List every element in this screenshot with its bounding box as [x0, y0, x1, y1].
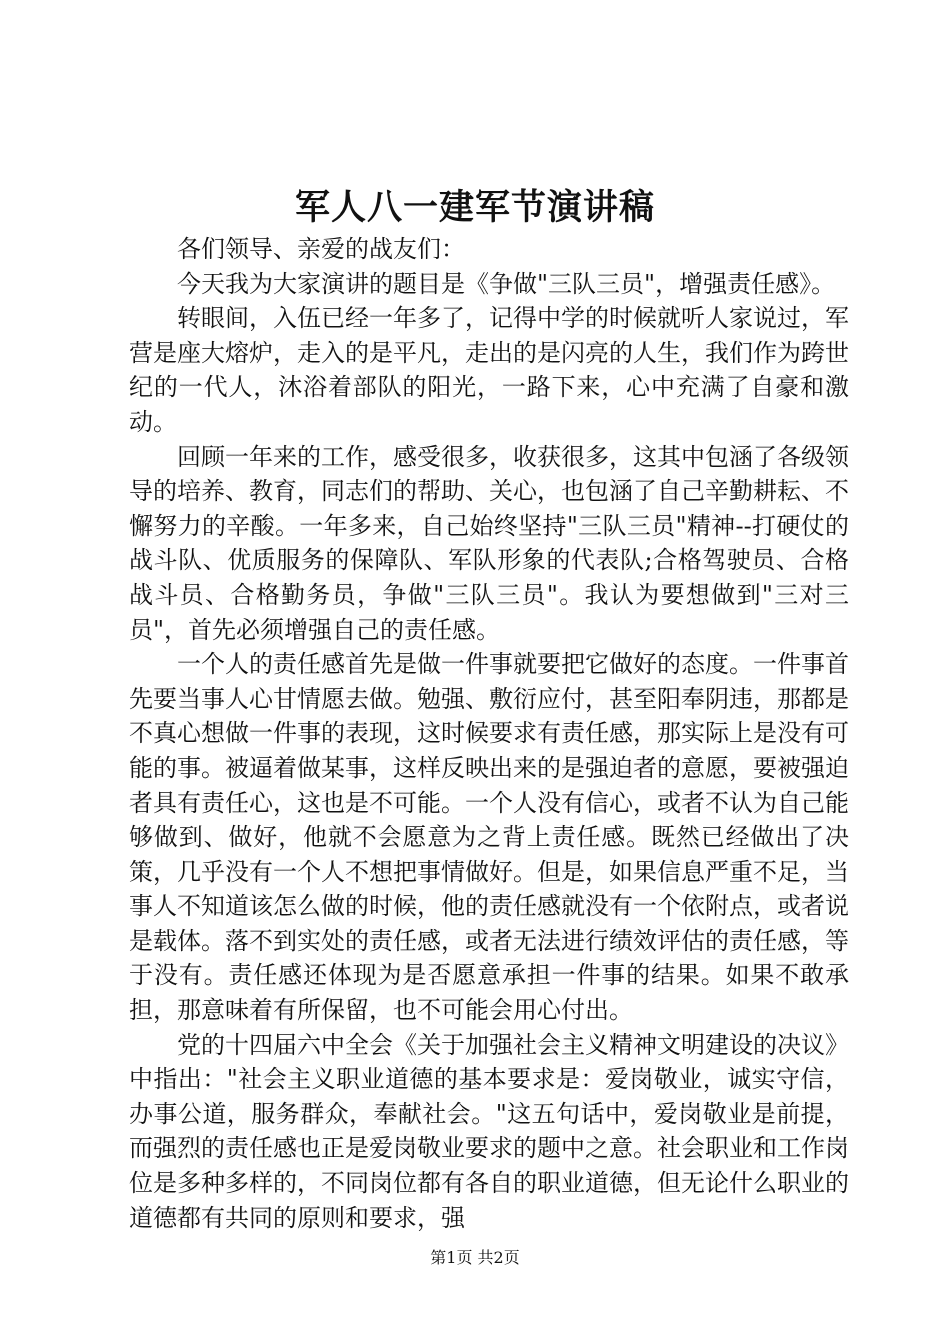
paragraph-topic: 今天我为大家演讲的题目是《争做"三队三员"，增强责任感》。	[177, 269, 836, 298]
paragraph-enlistment: 转眼间，入伍已经一年多了，记得中学的时候就听人家说过，军营是座大熔炉，走入的是平凡，走出的是闪亮的人生，我们作为跨世纪的一代人，沐浴着部队的阳光，一路下来，心中充满了自豪和激动。	[129, 304, 849, 436]
paragraph-party-resolution: 党的十四届六中全会《关于加强社会主义精神文明建设的决议》中指出："社会主义职业道德的基本要求是：爱岗敬业，诚实守信，办事公道，服务群众，奉献社会。"这五句话中，爱岗敬业是前提，而强烈的责任感也正是爱岗敬业要求的题中之意。社会职业和工作岗位是多种多样的，不同岗位都有各自的职业道德，但无论什么职业的道德都有共同的原则和要求，强	[129, 1030, 849, 1232]
paragraph-review: 回顾一年来的工作，感受很多，收获很多，这其中包涵了各级领导的培养、教育，同志们的帮助、关心，也包涵了自己辛勤耕耘、不懈努力的辛酸。一年多来，自己始终坚持"三队三员"精神--打硬仗的战斗队、优质服务的保障队、军队形象的代表队;合格驾驶员、合格战斗员、合格勤务员，争做"三队三员"。我认为要想做到"三对三员"，首先必须增强自己的责任感。	[129, 442, 849, 644]
paragraph-responsibility: 一个人的责任感首先是做一件事就要把它做好的态度。一件事首先要当事人心甘情愿去做。勉强、敷衍应付，甚至阳奉阴违，那都是不真心想做一件事的表现，这时候要求有责任感，那实际上是没有可能的事。被逼着做某事，这样反映出来的是强迫者的意愿，要被强迫者具有责任心，这也是不可能。一个人没有信心，或者不认为自己能够做到、做好，他就不会愿意为之背上责任感。既然已经做出了决策，几乎没有一个人不想把事情做好。但是，如果信息严重不足，当事人不知道该怎么做的时候，他的责任感就没有一个依附点，或者说是载体。落不到实处的责任感，或者无法进行绩效评估的责任感，等于没有。责任感还体现为是否愿意承担一件事的结果。如果不敢承担，那意味着有所保留，也不可能会用心付出。	[129, 650, 849, 1025]
document-body	[129, 232, 849, 1235]
paragraph-greeting: 各们领导、亲爱的战友们：	[177, 235, 465, 263]
page-footer: 第1页 共2页	[430, 1248, 520, 1267]
document-title: 军人八一建军节演讲稿	[294, 187, 655, 228]
